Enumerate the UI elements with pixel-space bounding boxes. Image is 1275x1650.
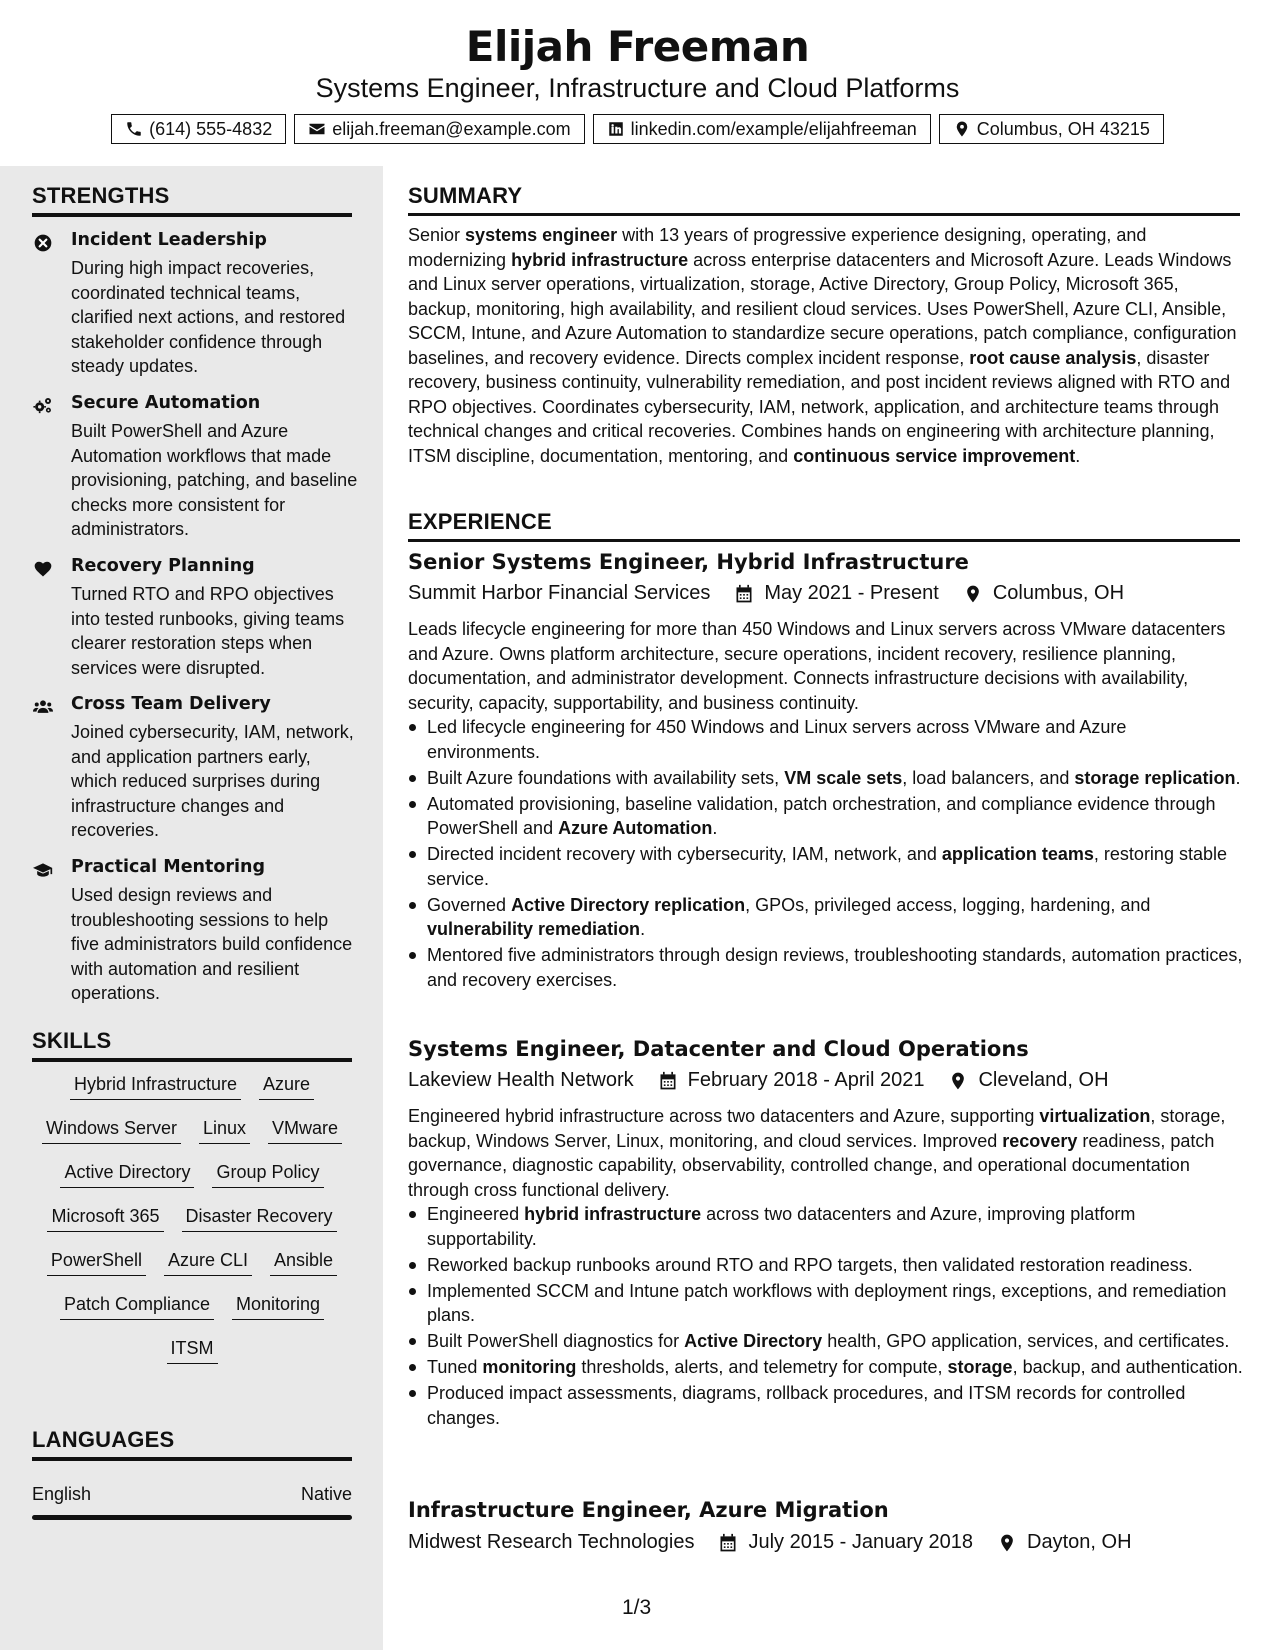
skill-tag: Hybrid Infrastructure: [70, 1073, 241, 1100]
job-dates: February 2018 - April 2021: [687, 1069, 925, 1091]
contact-location: [939, 114, 1164, 144]
candidate-name: Elijah Freeman: [465, 22, 810, 71]
languages-heading: LANGUAGES: [32, 1427, 352, 1461]
skill-tag: PowerShell: [47, 1249, 146, 1276]
emphasis: hybrid infrastructure: [524, 1204, 702, 1224]
skill-tag: Active Directory: [60, 1161, 194, 1188]
language-item: [32, 1484, 352, 1505]
skill-tag: Disaster Recovery: [182, 1205, 337, 1232]
job-title: Infrastructure Engineer, Azure Migration: [408, 1498, 889, 1522]
calendar-icon: [658, 1071, 678, 1091]
linkedin-icon: [607, 120, 625, 138]
job-bullets: [408, 715, 1243, 994]
heart-icon: [32, 559, 54, 579]
contact-email[interactable]: [294, 114, 584, 144]
map-pin-icon: [953, 120, 971, 138]
bullet-item: Engineered hybrid infrastructure across two datacenters and Azure, improving platform supportability.: [408, 1202, 1243, 1251]
emphasis: virtualization: [1039, 1106, 1151, 1126]
strength-title: Secure Automation: [71, 393, 261, 413]
job-location: Cleveland, OH: [978, 1069, 1109, 1091]
skills-list: [32, 1073, 352, 1364]
candidate-headline: Systems Engineer, Infrastructure and Cloud Platforms: [315, 73, 960, 103]
resume-header: [0, 0, 1275, 166]
bullet-item: Governed Active Directory replication, GPOs, privileged access, logging, hardening, and vulnerability remediation.: [408, 893, 1243, 942]
bullet-item: Mentored five administrators through design reviews, troubleshooting standards, automation practices, and recovery exercises.: [408, 943, 1243, 992]
skill-tag: Windows Server: [42, 1117, 181, 1144]
contact-email-text: elijah.freeman@example.com: [332, 118, 571, 139]
job-dates: May 2021 - Present: [764, 582, 939, 604]
emphasis: VM scale sets: [784, 767, 903, 788]
job-meta: [408, 582, 1124, 605]
skill-tag: Azure CLI: [164, 1249, 252, 1276]
bullet-item: Implemented SCCM and Intune patch workflows with deployment rings, exceptions, and remediation plans.: [408, 1279, 1243, 1328]
map-pin-icon: [997, 1533, 1017, 1553]
bullet-item: Built Azure foundations with availability sets, VM scale sets, load balancers, and storage replication.: [408, 766, 1243, 791]
skills-heading: SKILLS: [32, 1028, 352, 1062]
skill-tag: Group Policy: [212, 1161, 323, 1188]
job-summary: Leads lifecycle engineering for more than 450 Windows and Linux servers across VMware datacenters and Azure. Owns platform architecture, secure operations, incident recovery, resilience planning, documentation, and administrator development. Connects infrastructure decisions with availability, security, capacity, supportability, and business continuity.: [408, 619, 1226, 713]
skill-tag: Monitoring: [232, 1293, 324, 1320]
bullet-item: Built PowerShell diagnostics for Active Directory health, GPO application, services, and certificates.: [408, 1329, 1243, 1354]
skill-tag: Azure: [259, 1073, 314, 1100]
bullet-item: Automated provisioning, baseline validation, patch orchestration, and compliance evidence through PowerShell and Azure Automation.: [408, 792, 1243, 841]
strengths-heading: STRENGTHS: [32, 183, 352, 217]
job-dates: July 2015 - January 2018: [748, 1531, 974, 1553]
contact-linkedin-text: linkedin.com/example/elijahfreeman: [630, 118, 917, 139]
emphasis: Azure Automation: [558, 818, 713, 838]
job-title: Systems Engineer, Datacenter and Cloud Operations: [408, 1037, 1029, 1061]
emphasis: systems engineer: [465, 225, 618, 245]
skill-tag: Microsoft 365: [47, 1205, 163, 1232]
job-location: Columbus, OH: [992, 582, 1125, 604]
phone-icon: [125, 120, 143, 138]
calendar-icon: [734, 584, 754, 604]
map-pin-icon: [963, 584, 983, 604]
job-company: Lakeview Health Network: [408, 1069, 634, 1091]
calendar-icon: [718, 1533, 738, 1553]
graduation-cap-icon: [32, 860, 54, 880]
emphasis: hybrid infrastructure: [511, 249, 689, 270]
strength-title: Cross Team Delivery: [71, 694, 271, 714]
envelope-icon: [308, 120, 326, 138]
emphasis: continuous service improvement: [793, 445, 1076, 466]
bullet-item: Tuned monitoring thresholds, alerts, and telemetry for compute, storage, backup, and authentication.: [408, 1355, 1243, 1380]
bullet-item: Produced impact assessments, diagrams, rollback procedures, and ITSM records for controlled changes.: [408, 1381, 1243, 1430]
skill-tag: ITSM: [167, 1337, 218, 1364]
contact-bar: [0, 114, 1275, 144]
job-company: Summit Harbor Financial Services: [408, 582, 711, 604]
job-meta: [408, 1069, 1109, 1092]
language-name: English: [32, 1484, 92, 1504]
skill-tag: Linux: [199, 1117, 250, 1144]
strength-title: Practical Mentoring: [71, 857, 266, 877]
contact-location-text: Columbus, OH 43215: [976, 118, 1150, 139]
page-number: 1/3: [622, 1596, 652, 1619]
contact-linkedin[interactable]: [593, 114, 931, 144]
users-icon: [32, 697, 54, 717]
emphasis: vulnerability remediation: [427, 919, 641, 939]
emphasis: storage: [947, 1357, 1013, 1377]
bullet-item: Led lifecycle engineering for 450 Windows and Linux servers across VMware and Azure environments.: [408, 715, 1243, 764]
strength-description: Used design reviews and troubleshooting sessions to help five administrators build confidence with automation and resilient operations.: [71, 885, 353, 1003]
contact-phone[interactable]: [111, 114, 286, 144]
bullet-item: Directed incident recovery with cybersecurity, IAM, network, and application teams, restoring stable service.: [408, 842, 1243, 891]
experience-heading: EXPERIENCE: [408, 509, 1240, 542]
emphasis: Active Directory replication: [511, 894, 746, 915]
language-proficiency-bar: [32, 1515, 352, 1520]
strength-description: Joined cybersecurity, IAM, network, and application partners early, which reduced surprises during infrastructure changes and recoveries.: [71, 722, 354, 840]
strength-title: Incident Leadership: [71, 230, 267, 250]
emphasis: recovery: [1002, 1130, 1078, 1151]
strength-description: Turned RTO and RPO objectives into tested runbooks, giving teams clearer restoration steps when services were disrupted.: [71, 584, 345, 678]
skill-tag: Patch Compliance: [60, 1293, 214, 1320]
strength-description: Built PowerShell and Azure Automation workflows that made provisioning, patching, and baseline checks more consistent for administrators.: [71, 421, 358, 539]
skill-tag: VMware: [268, 1117, 342, 1144]
strength-description: During high impact recoveries, coordinated technical teams, clarified next actions, and restored stakeholder confidence through steady updates.: [71, 258, 346, 376]
language-level: Native: [300, 1484, 352, 1504]
summary-heading: SUMMARY: [408, 183, 1240, 216]
strength-title: Recovery Planning: [71, 556, 255, 576]
job-meta: [408, 1531, 1132, 1554]
job-location: Dayton, OH: [1027, 1531, 1132, 1553]
contact-phone-text: (614) 555-4832: [149, 118, 273, 139]
summary-text: Senior systems engineer with 13 years of progressive experience designing, operating, and modernizing hybrid infrastructure across enterprise datacenters and Microsoft Azure. Leads Windows and Linux server operations, virtualization, storage, Active Directory, Group Policy, Microsoft 365, backup, monitoring, high availability, and resilient cloud services. Uses PowerShell, Azure CLI, Ansible, SCCM, Intune, and Azure Automation to standardize secure operations, patch compliance, configuration baselines, and recovery evidence. Directs complex incident response, root cause analysis, disaster recovery, business continuity, vulnerability remediation, and post incident reviews aligned with RTO and RPO objectives. Coordinates cybersecurity, IAM, network, application, and architecture teams through technical changes and critical recoveries. Combines hands on engineering with architecture planning, ITSM discipline, documentation, mentoring, and continuous service improvement.: [408, 225, 1237, 466]
emphasis: root cause analysis: [969, 347, 1137, 368]
job-bullets: [408, 1202, 1243, 1432]
emphasis: monitoring: [482, 1357, 577, 1377]
skill-tag: Ansible: [270, 1249, 337, 1276]
emphasis: application teams: [941, 844, 1094, 864]
gears-icon: [32, 396, 54, 416]
job-title: Senior Systems Engineer, Hybrid Infrastructure: [408, 550, 969, 574]
job-summary: Engineered hybrid infrastructure across two datacenters and Azure, supporting virtualization, storage, backup, Windows Server, Linux, monitoring, and cloud services. Improved recovery readiness, patch governance, diagnostic capability, observability, controlled change, and operational documentation through cross functional delivery.: [408, 1106, 1226, 1200]
bullet-item: Reworked backup runbooks around RTO and RPO targets, then validated restoration readiness.: [408, 1253, 1243, 1278]
crosshair-icon: [32, 233, 54, 253]
emphasis: Active Directory: [684, 1331, 823, 1351]
emphasis: storage replication: [1074, 767, 1236, 788]
job-company: Midwest Research Technologies: [408, 1531, 695, 1553]
map-pin-icon: [948, 1071, 968, 1091]
